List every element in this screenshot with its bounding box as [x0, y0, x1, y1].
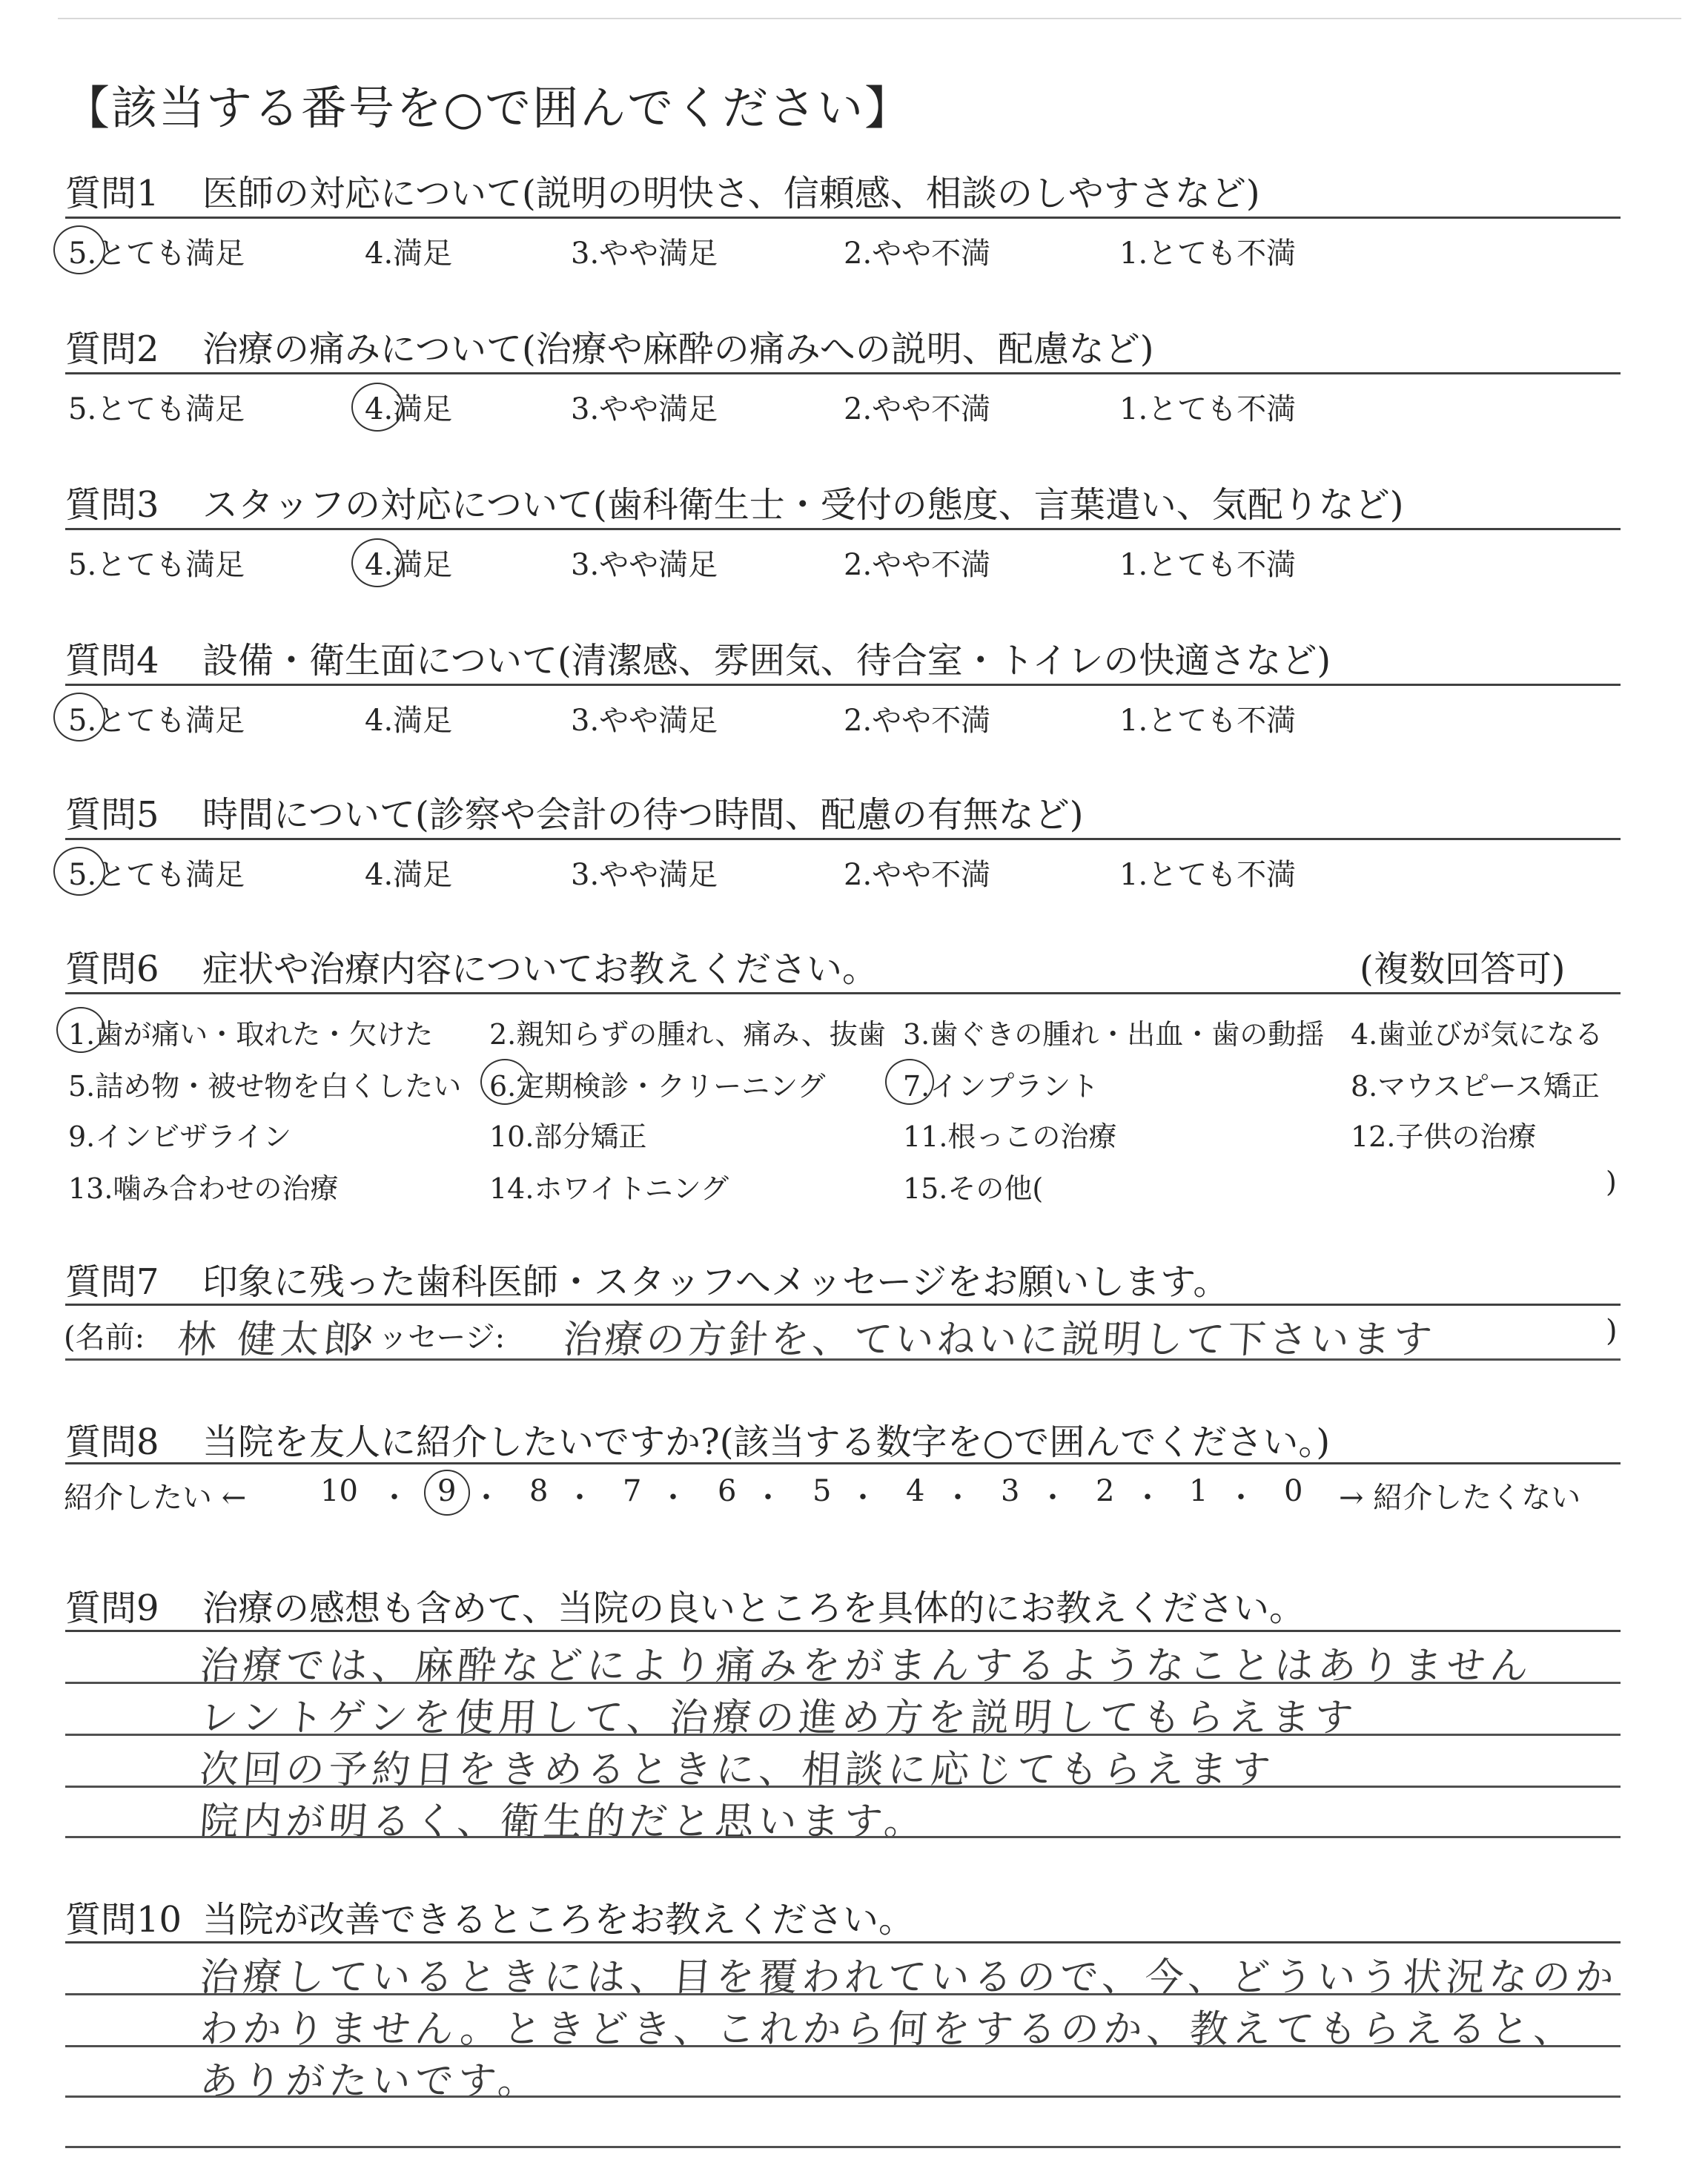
- scale-separator: ・: [943, 1481, 973, 1515]
- answer-line: [65, 1786, 1621, 1788]
- question-title: 印象に残った歯科医師・スタッフへメッセージをお願いします。: [202, 1261, 1229, 1303]
- selection-circle: [424, 1470, 470, 1516]
- selection-circle: [53, 225, 105, 274]
- question-rule: [65, 1630, 1621, 1632]
- scale-5[interactable]: 5: [812, 1474, 832, 1508]
- q6-option-15[interactable]: 15.その他(: [903, 1172, 1044, 1205]
- question-rule: [65, 684, 1621, 686]
- q6-option-10[interactable]: 10.部分矯正: [489, 1120, 647, 1153]
- q5-option-5[interactable]: 5.とても満足: [68, 858, 245, 892]
- question-8: [65, 1413, 1330, 1464]
- q10-answer-line-2[interactable]: わかりません。ときどき、これから何をするのか、教えてもらえると、: [198, 2007, 1578, 2052]
- question-number: 質問6: [65, 948, 159, 990]
- scale-separator: ・: [753, 1481, 783, 1515]
- q9-answer-line-2[interactable]: レントゲンを使用して、治療の進め方を説明してもらえます: [198, 1696, 1360, 1740]
- q1-option-2[interactable]: 2.やや不満: [844, 237, 991, 271]
- question-number: 質問5: [65, 794, 159, 836]
- answer-line: [65, 2146, 1621, 2148]
- question-rule: [65, 1304, 1621, 1306]
- question-10: [65, 1891, 914, 1942]
- q3-option-1[interactable]: 1.とても不満: [1119, 548, 1297, 582]
- question-1: [65, 165, 1260, 216]
- q3-option-4[interactable]: 4.満足: [365, 548, 453, 582]
- question-rule: [65, 992, 1621, 994]
- q10-answer-line-3[interactable]: ありがたいです。: [198, 2059, 543, 2104]
- question-2: [65, 320, 1154, 371]
- answer-line: [65, 1836, 1621, 1838]
- question-3: [65, 476, 1404, 527]
- scale-separator: ・: [1038, 1481, 1068, 1515]
- name-label: (名前:: [64, 1321, 145, 1355]
- question-rule: [65, 372, 1621, 374]
- scale-left-label: 紹介したい ←: [64, 1481, 247, 1515]
- selection-circle: [351, 538, 403, 587]
- q2-option-4[interactable]: 4.満足: [365, 392, 453, 426]
- question-7: [65, 1253, 1228, 1304]
- question-title: 医師の対応について(説明の明快さ、信頼感、相談のしやすさなど): [202, 173, 1260, 214]
- question-title: 当院を友人に紹介したいですか?(該当する数字を○で囲んでください。): [202, 1421, 1331, 1463]
- q4-option-2[interactable]: 2.やや不満: [844, 704, 991, 738]
- answer-line: [65, 1358, 1621, 1361]
- answer-line: [65, 1682, 1621, 1684]
- q5-option-3[interactable]: 3.やや満足: [571, 858, 718, 892]
- q9-answer-line-1[interactable]: 治療では、麻酔などにより痛みをがまんするようなことはありません: [198, 1644, 1535, 1688]
- q5-option-2[interactable]: 2.やや不満: [844, 858, 991, 892]
- q6-option-1[interactable]: 1.歯が痛い・取れた・欠けた: [68, 1018, 434, 1051]
- scale-separator: ・: [848, 1481, 878, 1515]
- question-number: 質問3: [65, 484, 159, 526]
- q4-option-1[interactable]: 1.とても不満: [1119, 704, 1297, 738]
- q5-option-4[interactable]: 4.満足: [365, 858, 453, 892]
- scale-8[interactable]: 8: [529, 1474, 549, 1508]
- q10-answer-line-1[interactable]: 治療しているときには、目を覆われているので、今、どういう状況なのか: [198, 1955, 1620, 2000]
- message-handwritten[interactable]: 治療の方針を、ていねいに説明して下さいます: [561, 1318, 1437, 1362]
- q6-option-5[interactable]: 5.詰め物・被せ物を白くしたい: [68, 1070, 462, 1103]
- scale-0[interactable]: 0: [1284, 1474, 1303, 1508]
- question-number: 質問8: [65, 1421, 159, 1463]
- question-number: 質問4: [65, 640, 159, 681]
- scale-separator: ・: [1133, 1481, 1162, 1515]
- scale-1[interactable]: 1: [1189, 1474, 1208, 1508]
- q6-option-6[interactable]: 6.定期検診・クリーニング: [489, 1070, 826, 1103]
- q2-option-3[interactable]: 3.やや満足: [571, 392, 718, 426]
- q5-option-1[interactable]: 1.とても不満: [1119, 858, 1297, 892]
- scale-10[interactable]: 10: [320, 1474, 358, 1508]
- q6-option-9[interactable]: 9.インビザライン: [68, 1120, 292, 1153]
- q6-option-11[interactable]: 11.根っこの治療: [903, 1120, 1117, 1153]
- form-header: 【該当する番号を○で囲んでください】: [64, 81, 913, 135]
- scale-3[interactable]: 3: [1001, 1474, 1020, 1508]
- q1-option-3[interactable]: 3.やや満足: [571, 237, 718, 271]
- scale-separator: ・: [658, 1481, 688, 1515]
- q3-option-3[interactable]: 3.やや満足: [571, 548, 718, 582]
- q6-option-7[interactable]: 7.インプラント: [903, 1070, 1099, 1103]
- question-rule: [65, 838, 1621, 840]
- selection-circle: [56, 1007, 105, 1053]
- selection-circle: [885, 1059, 934, 1105]
- q1-option-4[interactable]: 4.満足: [365, 237, 453, 271]
- question-number: 質問1: [65, 173, 159, 214]
- q6-option-2[interactable]: 2.親知らずの腫れ、痛み、抜歯: [489, 1018, 886, 1051]
- q6-option-12[interactable]: 12.子供の治療: [1351, 1120, 1537, 1153]
- question-title: 治療の痛みについて(治療や麻酔の痛みへの説明、配慮など): [202, 328, 1154, 370]
- selection-circle: [53, 693, 105, 742]
- scale-9[interactable]: 9: [437, 1474, 457, 1508]
- message-close-paren: ): [1606, 1314, 1618, 1348]
- question-number: 質問2: [65, 328, 159, 370]
- selection-circle: [351, 383, 403, 432]
- message-label: メッセージ:: [348, 1321, 506, 1355]
- question-rule: [65, 1462, 1621, 1464]
- q4-option-3[interactable]: 3.やや満足: [571, 704, 718, 738]
- q2-option-5[interactable]: 5.とても満足: [68, 392, 245, 426]
- scale-right-label: → 紹介したくない: [1339, 1481, 1581, 1515]
- q6-option-8[interactable]: 8.マウスピース矯正: [1351, 1070, 1600, 1103]
- question-number: 質問7: [65, 1261, 159, 1303]
- q6-option-13[interactable]: 13.噛み合わせの治療: [68, 1172, 339, 1205]
- question-9: [65, 1579, 1305, 1631]
- question-rule: [65, 1941, 1621, 1943]
- question-4: [65, 632, 1331, 683]
- question-title: 症状や治療内容についてお教えください。: [202, 948, 878, 990]
- question-rule: [65, 528, 1621, 530]
- q1-option-1[interactable]: 1.とても不満: [1119, 237, 1297, 271]
- selection-circle: [53, 847, 105, 896]
- q4-option-5[interactable]: 5.とても満足: [68, 704, 245, 738]
- question-title: 時間について(診察や会計の待つ時間、配慮の有無など): [202, 794, 1084, 836]
- q4-option-4[interactable]: 4.満足: [365, 704, 453, 738]
- answer-line: [65, 2045, 1621, 2047]
- q6-option-3[interactable]: 3.歯ぐきの腫れ・出血・歯の動揺: [903, 1018, 1325, 1051]
- question-number: 質問9: [65, 1588, 159, 1629]
- q3-option-5[interactable]: 5.とても満足: [68, 548, 245, 582]
- selection-circle: [480, 1059, 529, 1105]
- question-title: 設備・衛生面について(清潔感、雰囲気、待合室・トイレの快適さなど): [202, 640, 1331, 681]
- scale-2[interactable]: 2: [1096, 1474, 1115, 1508]
- q6-other-close-paren: ): [1606, 1166, 1617, 1198]
- question-title: スタッフの対応について(歯科衛生士・受付の態度、言葉遣い、気配りなど): [202, 484, 1404, 526]
- question-5: [65, 786, 1084, 837]
- answer-line: [65, 2095, 1621, 2098]
- scale-separator: ・: [565, 1481, 595, 1515]
- scale-separator: ・: [1226, 1481, 1256, 1515]
- answer-line: [65, 1734, 1621, 1736]
- q2-option-2[interactable]: 2.やや不満: [844, 392, 991, 426]
- question-number: 質問10: [65, 1899, 182, 1941]
- question-rule: [65, 217, 1621, 219]
- q6-option-14[interactable]: 14.ホワイトニング: [489, 1172, 729, 1205]
- scale-4[interactable]: 4: [906, 1474, 925, 1508]
- question-title: 治療の感想も含めて、当院の良いところを具体的にお教えください。: [202, 1588, 1305, 1629]
- multiple-answers-note: (複数回答可): [1360, 948, 1566, 990]
- q6-option-4[interactable]: 4.歯並びが気になる: [1351, 1018, 1603, 1051]
- q2-option-1[interactable]: 1.とても不満: [1119, 392, 1297, 426]
- q3-option-2[interactable]: 2.やや不満: [844, 548, 991, 582]
- q9-answer-line-3[interactable]: 次回の予約日をきめるときに、相談に応じてもらえます: [198, 1748, 1277, 1792]
- question-title: 当院が改善できるところをお教えください。: [202, 1899, 915, 1941]
- scale-separator: ・: [380, 1481, 409, 1515]
- scale-separator: ・: [471, 1481, 501, 1515]
- name-handwritten[interactable]: 林 健太郎: [176, 1318, 368, 1362]
- scale-7[interactable]: 7: [623, 1474, 642, 1508]
- answer-line: [65, 1993, 1621, 1995]
- scale-6[interactable]: 6: [718, 1474, 737, 1508]
- top-edge-line: [58, 18, 1681, 19]
- question-6: [65, 940, 878, 991]
- q9-answer-line-4[interactable]: 院内が明るく、衛生的だと思います。: [198, 1800, 929, 1844]
- q1-option-5[interactable]: 5.とても満足: [68, 237, 245, 271]
